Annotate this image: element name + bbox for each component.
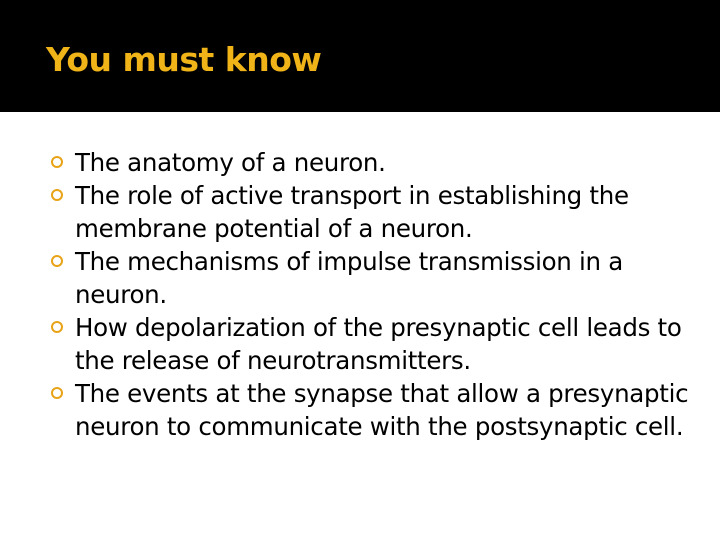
title-bar <box>0 0 720 112</box>
bullet-text: The anatomy of a neuron. <box>75 148 386 177</box>
hollow-circle-icon <box>51 189 63 201</box>
hollow-circle-icon <box>51 387 63 399</box>
bullet-item <box>50 245 690 311</box>
bullet-item <box>50 179 690 245</box>
bullet-item <box>50 377 690 443</box>
hollow-circle-icon <box>51 156 63 168</box>
bullet-list <box>50 146 690 443</box>
bullet-text: How depolarization of the presynaptic cell leads to the release of neurotransmitters. <box>75 313 682 375</box>
bullet-item <box>50 311 690 377</box>
hollow-circle-icon <box>51 321 63 333</box>
bullet-item <box>50 146 690 179</box>
bullet-text: The events at the synapse that allow a presynaptic neuron to communicate with the postsynaptic cell. <box>75 379 689 441</box>
slide-title: You must know <box>46 40 322 79</box>
hollow-circle-icon <box>51 255 63 267</box>
bullet-text: The mechanisms of impulse transmission in a neuron. <box>75 247 623 309</box>
bullet-text: The role of active transport in establishing the membrane potential of a neuron. <box>75 181 629 243</box>
